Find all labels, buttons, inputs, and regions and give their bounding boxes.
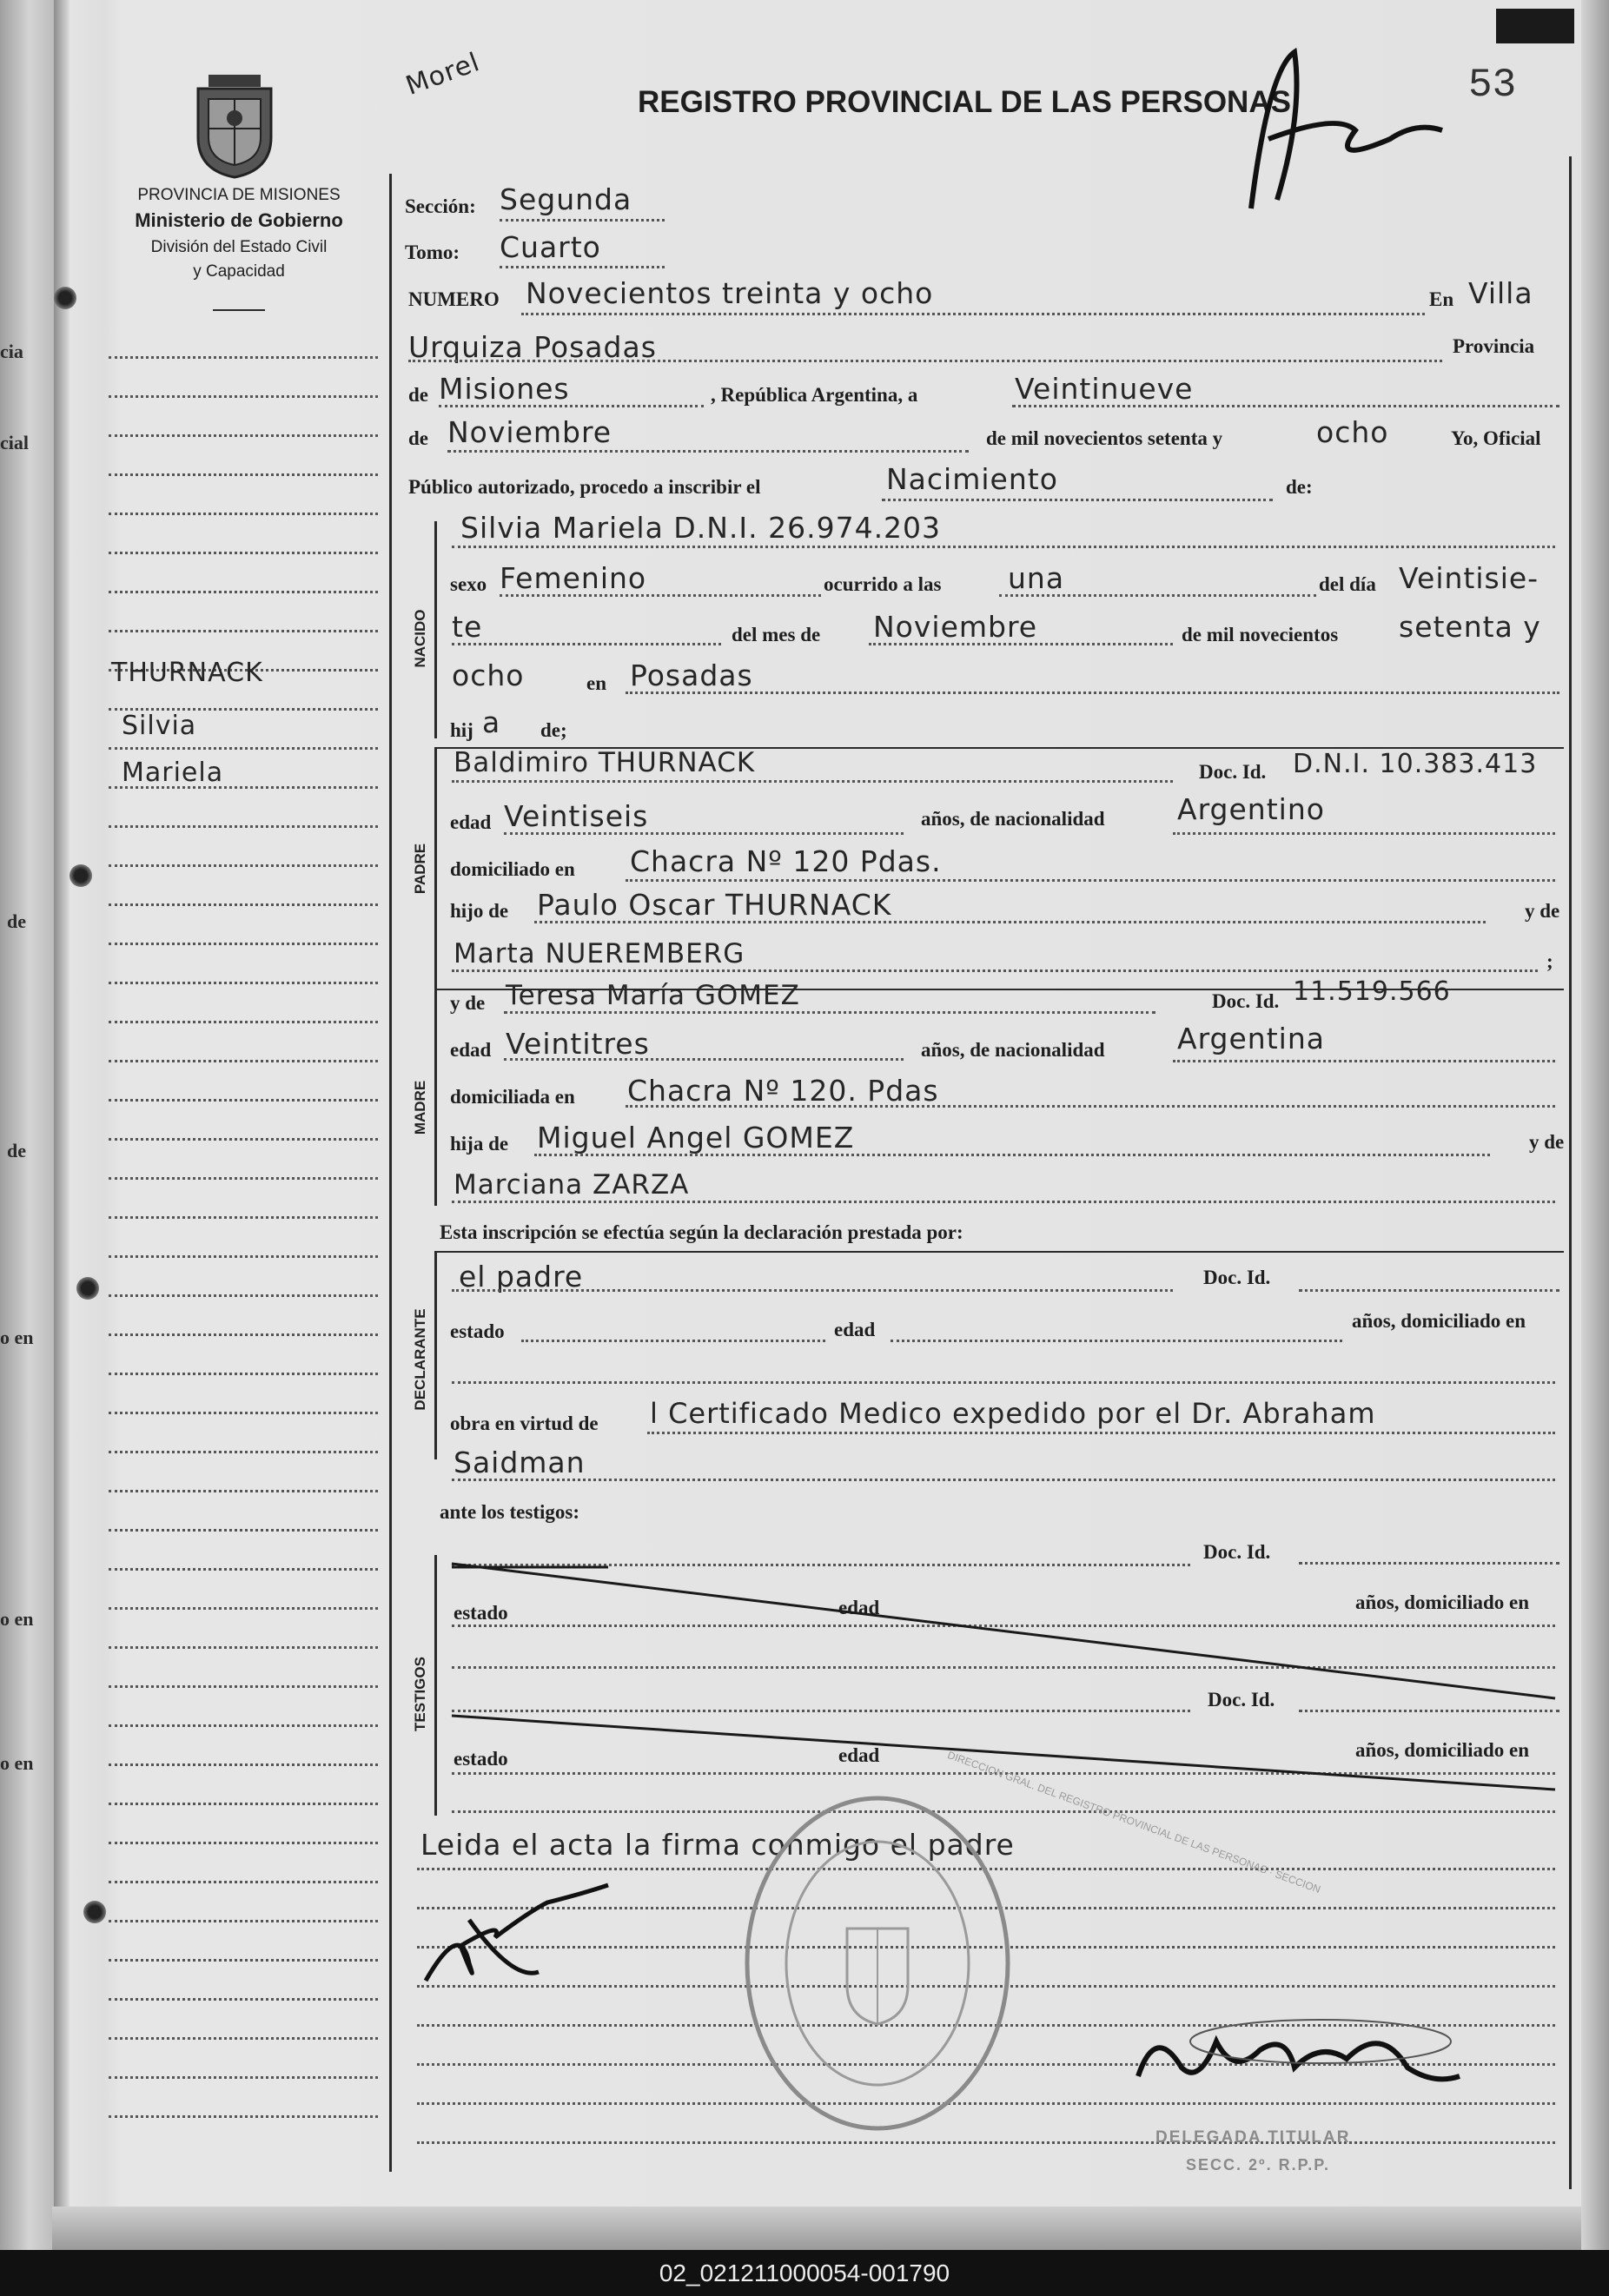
dotted-line <box>408 360 1442 362</box>
dotted-line <box>447 450 969 453</box>
margin-dotted-line <box>109 1412 378 1414</box>
file-id-footer: 02_021211000054-001790 <box>0 2250 1609 2296</box>
nac-label: años, de nacionalidad <box>921 808 1105 830</box>
hijo-value: a <box>482 705 501 739</box>
day-value: Veintinueve <box>1015 372 1194 406</box>
margin-dotted-line <box>109 1451 378 1453</box>
publico-label: Público autorizado, procedo a inscribir el <box>408 476 761 498</box>
madre-abuela-value: Marciana ZARZA <box>454 1169 690 1201</box>
madre-doc-label: Doc. Id. <box>1212 990 1280 1012</box>
margin-first-name: Silvia <box>122 711 197 741</box>
testigo2-estado-label: estado <box>454 1748 508 1770</box>
dotted-line <box>521 1340 825 1342</box>
secc-label: SECC. 2º. R.P.P. <box>1186 2156 1330 2174</box>
crest-icon <box>182 68 287 181</box>
division-line-1: División del Estado Civil <box>150 238 328 256</box>
top-signature <box>1216 35 1460 226</box>
margin-dotted-line <box>109 1333 378 1336</box>
de-label: de <box>408 384 428 406</box>
hora-value: una <box>1008 561 1065 595</box>
header-rule <box>213 309 265 311</box>
sexo-label: sexo <box>450 573 487 595</box>
prev-page-fragment: de <box>7 1140 26 1161</box>
nacido-name: Silvia Mariela D.N.I. 26.974.203 <box>460 511 942 545</box>
nacido-label: NACIDO <box>412 609 428 668</box>
margin-dotted-line <box>109 1842 378 1844</box>
margin-dotted-line <box>109 513 378 515</box>
margin-dotted-line <box>109 1255 378 1258</box>
dotted-line <box>1173 1060 1555 1062</box>
corner-note: Morel <box>401 47 485 102</box>
margin-middle-name: Mariela <box>122 758 224 788</box>
edad-label: edad <box>450 811 492 833</box>
margin-dotted-line <box>109 2115 378 2118</box>
margin-dotted-line <box>109 1646 378 1649</box>
margin-dotted-line <box>109 630 378 632</box>
anio-value-1: setenta y <box>1399 610 1541 644</box>
closing-text: Leida el acta la firma conmigo el padre <box>420 1828 1015 1862</box>
margin-dotted-line <box>109 2076 378 2079</box>
prev-page-fragment: cial <box>0 432 29 453</box>
abuelo-value: Paulo Oscar THURNACK <box>537 888 892 922</box>
margin-dotted-line <box>109 1529 378 1532</box>
dotted-line <box>626 1105 1555 1108</box>
mil-label: de mil novecientos <box>1182 624 1339 645</box>
declarante-label: DECLARANTE <box>412 1308 428 1411</box>
stamp-text: DIRECCION GRAL. DEL REGISTRO PROVINCIAL DE LAS PERSONAS · SECCION <box>945 1749 1322 1896</box>
margin-dotted-line <box>109 943 378 945</box>
page-bottom-edge <box>52 2207 1609 2250</box>
margin-dotted-line <box>109 1138 378 1141</box>
margin-dotted-line <box>109 1099 378 1102</box>
deldia-label: del día <box>1319 573 1376 595</box>
acto-value: Nacimiento <box>886 462 1058 496</box>
dia-value-2: te <box>452 610 483 644</box>
testigo1-anios-label: años, domiciliado en <box>1355 1591 1530 1613</box>
declarante-edad-label: edad <box>834 1319 876 1340</box>
section-bracket <box>434 747 437 990</box>
dia-value-1: Veintisie- <box>1399 561 1539 595</box>
margin-dotted-line <box>109 434 378 437</box>
testigo2-anios-label: años, domiciliado en <box>1355 1739 1530 1761</box>
madre-name: Teresa María GOMEZ <box>506 980 800 1011</box>
dotted-line <box>504 1058 904 1061</box>
dotted-line <box>882 499 1273 501</box>
declarante-estado-label: estado <box>450 1320 505 1342</box>
dotted-line <box>647 1432 1555 1434</box>
corner-tab <box>1496 9 1574 43</box>
margin-surname: THURNACK <box>111 658 263 688</box>
testigos-label: TESTIGOS <box>412 1657 428 1731</box>
month-value: Noviembre <box>447 415 612 449</box>
madre-nac-label: años, de nacionalidad <box>921 1039 1105 1061</box>
margin-dotted-line <box>109 903 378 906</box>
padre-doc-value: D.N.I. 10.383.413 <box>1293 749 1538 779</box>
margin-dotted-line <box>109 2037 378 2040</box>
declarant-signature <box>408 1868 634 1998</box>
dotted-line <box>534 1154 1490 1156</box>
margin-dotted-line <box>109 1607 378 1610</box>
madre-nac-value: Argentina <box>1177 1022 1325 1055</box>
margin-dotted-line <box>109 1724 378 1727</box>
binding-edge <box>0 0 54 2250</box>
de-colon: de: <box>1286 476 1313 498</box>
division-line-2: y Capacidad <box>193 262 285 281</box>
province-name: PROVINCIA DE MISIONES <box>137 186 341 204</box>
dotted-line <box>452 546 1555 548</box>
de-label: de <box>408 427 428 449</box>
staple-hole <box>76 1277 99 1300</box>
obra-value-1: l Certificado Medico expedido por el Dr. Abraham <box>650 1397 1376 1430</box>
prev-page-fragment: o en <box>0 1327 34 1348</box>
delegate-signature <box>1121 2007 1468 2102</box>
tomo-label: Tomo: <box>405 242 460 263</box>
section-bracket <box>434 521 437 738</box>
madre-edad-value: Veintitres <box>506 1027 650 1061</box>
margin-dotted-line <box>109 1021 378 1023</box>
margin-dotted-line <box>109 591 378 593</box>
place-value: Urquiza Posadas <box>408 330 657 364</box>
ocurrido-label: ocurrido a las <box>824 573 942 595</box>
edad-value: Veintiseis <box>504 799 649 833</box>
margin-dotted-line <box>109 1763 378 1766</box>
dotted-line <box>452 1479 1555 1481</box>
nac-value: Argentino <box>1177 792 1325 826</box>
prev-page-fragment: o en <box>0 1752 34 1774</box>
margin-dotted-line <box>109 1216 378 1219</box>
margin-dotted-line <box>109 825 378 828</box>
dotted-line <box>869 643 1173 645</box>
margin-dotted-line <box>109 1685 378 1688</box>
prev-page-fragment: de <box>7 910 26 932</box>
dotted-line <box>504 1011 1155 1014</box>
madre-dom-value: Chacra Nº 120. Pdas <box>627 1074 939 1108</box>
sexo-value: Femenino <box>500 561 647 595</box>
madre-label: MADRE <box>412 1080 428 1135</box>
margin-dotted-line <box>109 552 378 554</box>
binding-shadow <box>54 0 70 2250</box>
margin-dotted-line <box>109 982 378 984</box>
numero-label: NUMERO <box>408 288 500 310</box>
dom-value: Chacra Nº 120 Pdas. <box>630 844 942 878</box>
margin-dotted-line <box>109 395 378 398</box>
page-title: REGISTRO PROVINCIAL DE LAS PERSONAS <box>638 85 1291 119</box>
dotted-line <box>1012 405 1559 407</box>
testigo1-edad-label: edad <box>838 1597 880 1618</box>
delegada-label: DELEGADA TITULAR <box>1155 2128 1351 2147</box>
closing-dotted-line <box>417 2141 1555 2144</box>
lugar-value: Posadas <box>630 658 753 692</box>
margin-dotted-line <box>109 747 378 750</box>
en-label: En <box>1429 288 1454 310</box>
margin-dotted-line <box>109 1920 378 1922</box>
right-border <box>1569 156 1572 2189</box>
staple-hole <box>83 1901 106 1923</box>
tomo-value: Cuarto <box>500 230 601 264</box>
madre-abuelo-value: Miguel Angel GOMEZ <box>537 1121 855 1155</box>
dotted-line <box>452 643 721 645</box>
margin-dotted-line <box>109 1959 378 1962</box>
dotted-line <box>500 594 821 597</box>
padre-semicolon: ; <box>1546 950 1553 972</box>
staple-hole <box>54 287 76 309</box>
dotted-line <box>500 219 665 222</box>
numero-value: Novecientos treinta y ocho <box>526 276 934 310</box>
en-value: Villa <box>1468 276 1533 310</box>
section-bracket <box>434 1251 437 1459</box>
seccion-label: Sección: <box>405 195 476 217</box>
testigos-intro: ante los testigos: <box>440 1501 579 1523</box>
year-value: ocho <box>1316 415 1389 449</box>
delmes-label: del mes de <box>732 624 821 645</box>
prev-page-fragment: o en <box>0 1608 34 1630</box>
anio-value-2: ocho <box>452 658 525 692</box>
prov-value: Misiones <box>439 372 570 406</box>
margin-dotted-line <box>109 1177 378 1180</box>
dotted-line <box>891 1340 1342 1342</box>
hijo-label: hij <box>450 719 473 741</box>
declarante-anios-label: años, domiciliado en <box>1352 1310 1526 1332</box>
madre-edad-label: edad <box>450 1039 492 1061</box>
dotted-line <box>1173 832 1555 835</box>
obra-label: obra en virtud de <box>450 1413 599 1434</box>
hijade-label: hija de <box>450 1133 509 1155</box>
dotted-line <box>626 879 1555 882</box>
dotted-line <box>452 780 1173 783</box>
mes-value: Noviembre <box>873 610 1038 644</box>
margin-dotted-line <box>109 1060 378 1062</box>
testigo2-doc-label: Doc. Id. <box>1208 1689 1275 1710</box>
declarante-intro: Esta inscripción se efectúa según la declaración prestada por: <box>440 1221 963 1243</box>
ministry-name: Ministerio de Gobierno <box>135 209 343 231</box>
madre-doc-value: 11.519.566 <box>1293 976 1451 1007</box>
dotted-line <box>626 691 1559 694</box>
dotted-line <box>504 832 904 835</box>
madre-yde2-label: y de <box>1529 1131 1565 1153</box>
margin-dotted-line <box>109 1998 378 2001</box>
hijo-de: de; <box>540 719 567 741</box>
obra-value-2: Saidman <box>454 1446 586 1479</box>
dotted-line <box>534 921 1486 923</box>
column-divider <box>389 174 392 2172</box>
margin-dotted-line <box>109 1881 378 1883</box>
declarante-doc-label: Doc. Id. <box>1203 1267 1271 1288</box>
padre-name: Baldimiro THURNACK <box>454 747 756 778</box>
dotted-line <box>1299 1289 1559 1292</box>
padre-label: PADRE <box>412 843 428 895</box>
seccion-value: Segunda <box>500 182 632 216</box>
en-label: en <box>586 672 606 694</box>
padre-doc-label: Doc. Id. <box>1199 761 1267 783</box>
margin-dotted-line <box>109 356 378 359</box>
provincia-label: Provincia <box>1453 335 1535 357</box>
year-label: de mil novecientos setenta y <box>986 427 1223 449</box>
dotted-line <box>439 405 704 407</box>
official-stamp <box>738 1790 1016 2137</box>
madre-yde-label: y de <box>450 992 486 1014</box>
dotted-line <box>521 313 1425 315</box>
section-bracket <box>434 989 437 1206</box>
prev-page-fragment: cia <box>0 341 23 362</box>
dotted-line <box>452 1201 1555 1203</box>
margin-dotted-line <box>109 1373 378 1375</box>
margin-dotted-line <box>109 1803 378 1805</box>
testigo1-doc-label: Doc. Id. <box>1203 1541 1271 1563</box>
page-right-edge <box>1581 0 1609 2250</box>
abuela-value: Marta NUEREMBERG <box>454 938 745 969</box>
margin-dotted-line <box>109 1294 378 1297</box>
yde-label: y de <box>1525 900 1560 922</box>
dotted-line <box>452 1381 1555 1384</box>
margin-dotted-line <box>109 473 378 476</box>
dotted-line <box>500 266 665 268</box>
oficial-label: Yo, Oficial <box>1451 427 1541 449</box>
testigo2-edad-label: edad <box>838 1744 880 1766</box>
margin-dotted-line <box>109 864 378 867</box>
page-number: 53 <box>1468 63 1517 108</box>
dotted-line <box>452 969 1538 972</box>
dotted-line <box>999 594 1316 597</box>
dotted-line <box>452 1289 1173 1292</box>
declarante-name: el padre <box>459 1260 584 1294</box>
hijode-label: hijo de <box>450 900 509 922</box>
testigo1-estado-label: estado <box>454 1602 508 1624</box>
margin-dotted-line <box>109 1568 378 1571</box>
madre-dom-label: domiciliada en <box>450 1086 575 1108</box>
republica-label: , República Argentina, a <box>711 384 918 406</box>
margin-dotted-line <box>109 1490 378 1492</box>
dom-label: domiciliado en <box>450 858 575 880</box>
staple-hole <box>70 864 92 887</box>
section-rule <box>434 1251 1564 1253</box>
